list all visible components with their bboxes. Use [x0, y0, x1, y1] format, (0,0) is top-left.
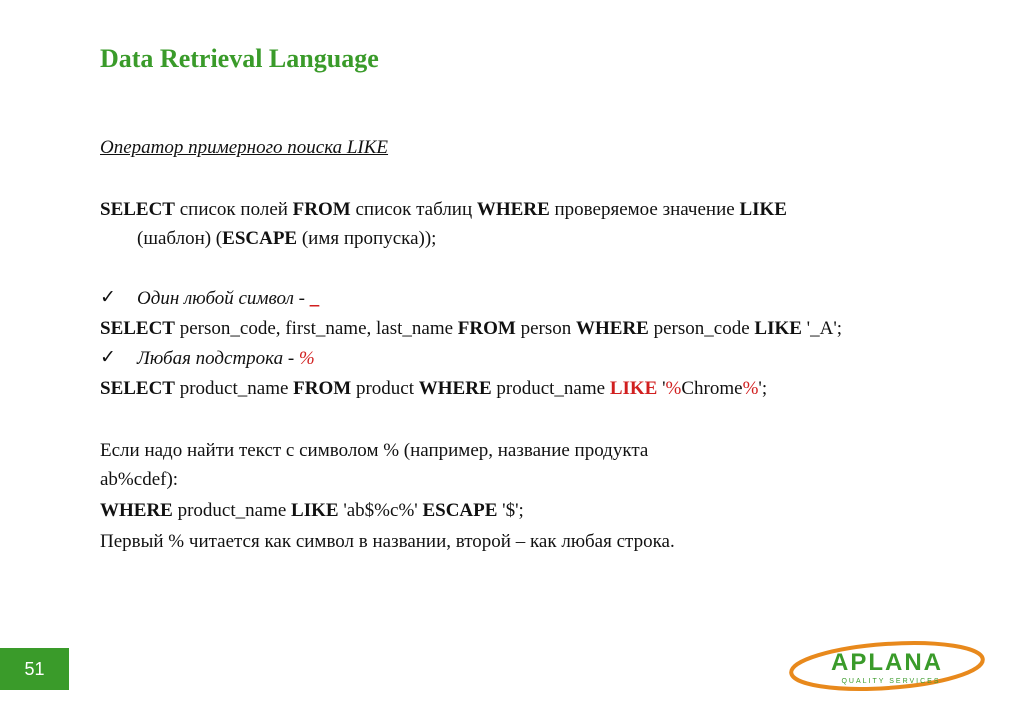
text: product_name — [174, 378, 294, 399]
logo-main-text: APLANA — [831, 649, 943, 676]
keyword: ESCAPE — [222, 228, 298, 249]
text: person_code, first_name, last_name — [174, 318, 458, 339]
bullet-text: Один любой символ - — [137, 288, 310, 309]
text: 'ab$%c%' — [338, 500, 423, 521]
text: product_name — [172, 500, 292, 521]
syntax-line-2 — [137, 228, 436, 250]
note-line-3: Первый % читается как символ в названии, второй – как любая строка. — [100, 531, 675, 552]
keyword: SELECT — [100, 318, 175, 339]
text: person_code — [648, 318, 755, 339]
text: '$'; — [497, 500, 524, 521]
checkmark-icon: ✓ — [100, 287, 116, 308]
keyword: LIKE — [754, 318, 802, 339]
page-number: 51 — [0, 648, 69, 690]
text: person — [515, 318, 576, 339]
keyword: WHERE — [418, 378, 492, 399]
keyword: FROM — [292, 199, 351, 220]
wildcard-symbol: % — [665, 378, 682, 399]
keyword: WHERE — [476, 199, 550, 220]
text: (имя пропуска)); — [297, 228, 437, 249]
keyword: SELECT — [100, 378, 175, 399]
text: проверяемое значение — [549, 199, 740, 220]
text: product — [351, 378, 419, 399]
bullet-substring — [137, 348, 315, 370]
wildcard-symbol: _ — [309, 288, 320, 309]
slide-title: Data Retrieval Language — [100, 44, 379, 73]
text: (шаблон) ( — [137, 228, 223, 249]
text: Chrome — [681, 378, 743, 399]
keyword: SELECT — [100, 199, 175, 220]
bullet-text: Любая подстрока - — [137, 348, 299, 369]
keyword: WHERE — [576, 318, 649, 339]
text: список полей — [174, 199, 293, 220]
example-query-2 — [100, 378, 767, 400]
wildcard-symbol: % — [298, 348, 315, 369]
note-line-1: Если надо найти текст с символом % (например, название продукта — [100, 440, 649, 461]
keyword: WHERE — [100, 500, 173, 521]
keyword: LIKE — [739, 199, 787, 220]
keyword: FROM — [457, 318, 516, 339]
note-line-2: ab%cdef): — [100, 469, 179, 490]
text: список таблиц — [350, 199, 477, 220]
example-query-3 — [100, 500, 524, 522]
slide-subtitle: Оператор примерного поиска LIKE — [100, 137, 389, 158]
wildcard-symbol: % — [742, 378, 759, 399]
example-query-1 — [100, 318, 842, 340]
aplana-logo — [787, 640, 987, 692]
text: ' — [657, 378, 666, 399]
keyword: LIKE — [291, 500, 339, 521]
text: product_name — [491, 378, 610, 399]
logo-sub-text: QUALITY SERVICES — [841, 678, 941, 685]
checkmark-icon: ✓ — [100, 347, 116, 368]
keyword: LIKE — [609, 378, 658, 399]
text: '_A'; — [801, 318, 843, 339]
bullet-single-char — [137, 288, 319, 310]
text: '; — [758, 378, 768, 399]
syntax-line-1 — [100, 199, 787, 221]
keyword: FROM — [293, 378, 352, 399]
keyword: ESCAPE — [422, 500, 498, 521]
